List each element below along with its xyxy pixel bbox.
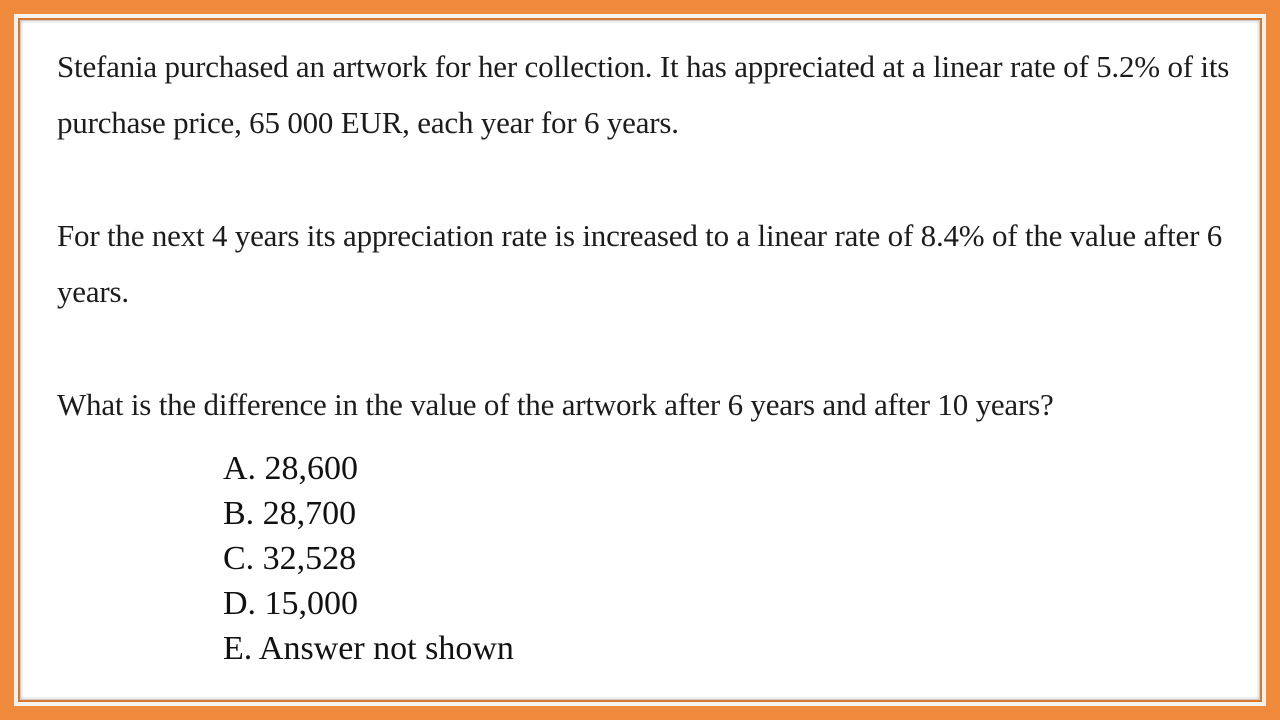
option-a[interactable]: A. 28,600 xyxy=(223,450,359,487)
question-prompt: What is the difference in the value of the artwork after 6 years and after 10 years? xyxy=(57,387,1054,422)
option-c[interactable]: C. 32,528 xyxy=(223,540,357,577)
question-detail: For the next 4 years its appreciation rate is increased to a linear rate of 8.4% of the value after 6 years. xyxy=(57,218,1223,309)
question-intro: Stefania purchased an artwork for her collection. It has appreciated at a linear rate of 5.2% of its purchase price, 65 000 EUR, each year for 6 years. xyxy=(57,49,1230,140)
slide-content xyxy=(20,20,1260,700)
answer-options xyxy=(223,446,514,671)
option-e[interactable]: E. Answer not shown xyxy=(223,630,514,667)
option-d[interactable]: D. 15,000 xyxy=(223,585,359,622)
option-b[interactable]: B. 28,700 xyxy=(223,495,357,532)
